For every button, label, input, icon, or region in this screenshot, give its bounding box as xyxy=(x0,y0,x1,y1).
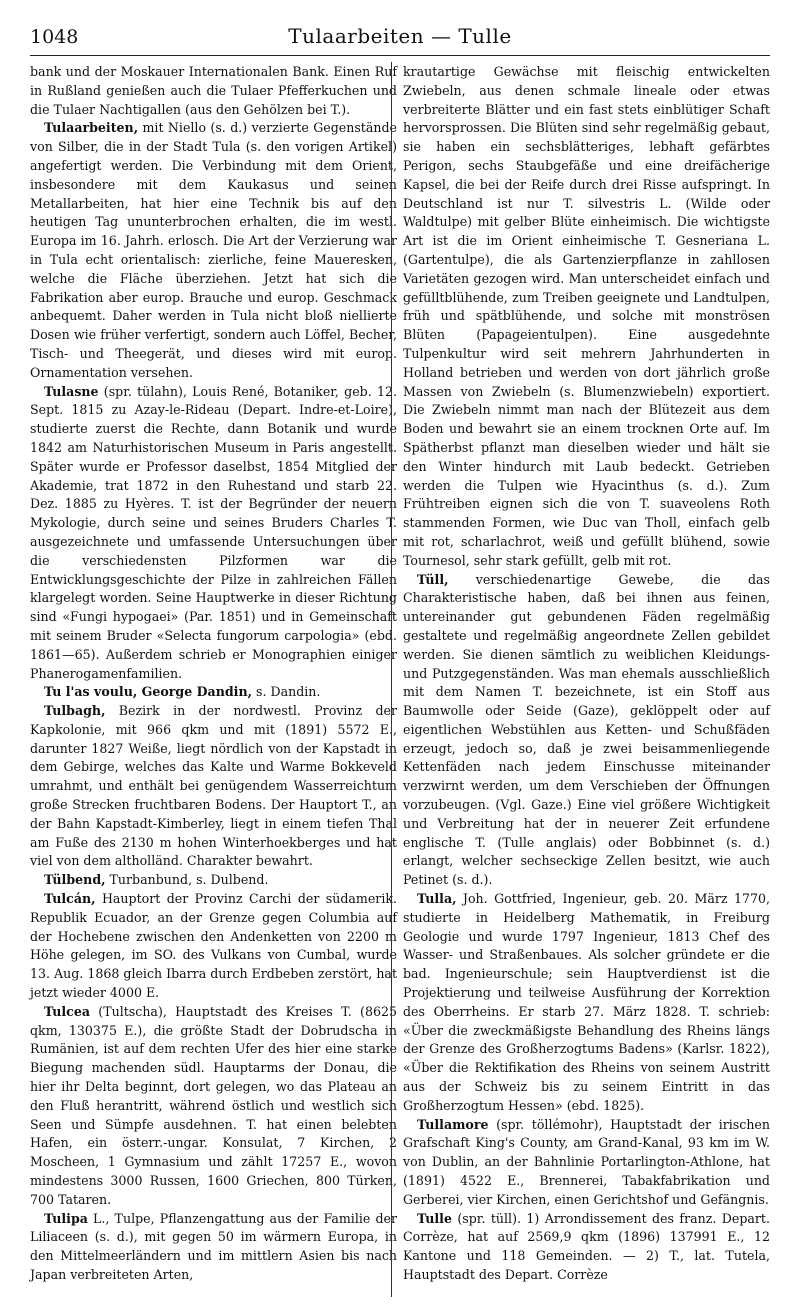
entry-headword: Tulle xyxy=(417,1210,452,1226)
entry-headword: Tüll, xyxy=(417,571,449,587)
entry-text: krautartige Gewächse mit fleischig entwickelten Zwiebeln, aus denen schmale lineale oder etwas verbreiterte Blätter und ein fast stets einblütiger Schaft hervorsprossen. Die Blüten sind sehr regelmäßig gebaut, sie haben ein sechsblätteriges, lebhaft gefärbtes Perigon, sechs Staubgefäße und eine dreifächerige Kapsel, die bei der Reife durch drei Risse aufspringt. In Deutschland ist nur T. silvestris L. (Wilde oder Waldtulpe) mit gelber Blüte einheimisch. Die wichtigste Art ist die im Orient einheimische T. Gesneriana L. (Gartentulpe), die als Gartenzierpflanze in zahllosen Varietäten gezogen wird. Man unterscheidet einfach und gefülltblühende, zum Treiben geeignete und Landtulpen, früh und spätblühende, und solche mit monströsen Blüten (Papageientulpen). Eine ausgedehnte Tulpenkultur wird seit mehrern Jahrhunderten in Holland betrieben und werden von dort jährlich große Massen von Zwiebeln (s. Blumenzwiebeln) exportiert. Die Zwiebeln nimmt man nach der Blütezeit aus dem Boden und bewahrt sie an einem trocknen Orte auf. Im Spätherbst pflanzt man dieselben wieder und hält sie den Winter hindurch mit Laub bedeckt. Getrieben werden die Tulpen wie Hyacinthus (s. d.). Zum Frühtreiben eignen sich die von T. suaveolens Roth stammenden Formen, wie Duc van Tholl, einfach gelb mit rot, scharlachrot, weiß und gefüllt blühend, sowie Tournesol, sehr stark gefüllt, gelb mit rot. xyxy=(403,64,770,568)
column-divider xyxy=(391,62,392,1297)
entry-text: (spr. tülahn), Louis René, Botaniker, geb. 12. Sept. 1815 zu Azay-le-Rideau (Depart. Indre-et-Loire), studierte zuerst die Rechte, dann Botanik und wurde 1842 am Naturhistorischen Museum in Paris angestellt. Später wurde er Professor daselbst, 1854 Mitglied der Akademie, trat 1872 in den Ruhestand und starb 22. Dez. 1885 zu Hyères. T. ist der Begründer der neuern Mykologie, durch seine und seines Bruders Charles T. ausgezeichnete und umfassende Untersuchungen über die verschiedensten Pilzformen war die Entwicklungsgeschichte der Pilze in zahlreichen Fällen klargelegt worden. Seine Hauptwerke in dieser Richtung sind «Fungi hypogaei» (Par. 1851) und in Gemeinschaft mit seinem Bruder «Selecta fungorum carpologia» (ebd. 1861—65). Außerdem schrieb er Monographien einiger Phanerogamenfamilien. xyxy=(30,383,397,681)
entry-text: Hauptort der Provinz Carchi der südamerik. Republik Ecuador, an der Grenze gegen Columbia auf der Hochebene zwischen den Andenketten von 2200 m Höhe gelegen, im SO. des Vulkans von Cumbal, wurde 13. Aug. 1868 gleich Ibarra durch Erdbeben zerstört, hat jetzt wieder 4000 E. xyxy=(30,891,397,1001)
dictionary-entry xyxy=(30,119,397,382)
entry-text: L., Tulpe, Pflanzengattung aus der Familie der Liliaceen (s. d.), mit gegen 50 im wärmern Europa, in den Mittelmeerländern und im mittlern Asien bis nach Japan verbreiteten Arten, xyxy=(30,1210,397,1282)
entry-text: Turbanbund, s. Dulbend. xyxy=(105,872,269,888)
dictionary-entry xyxy=(30,890,397,1003)
dictionary-entry xyxy=(403,890,770,1116)
dictionary-entry xyxy=(403,1116,770,1210)
dictionary-entry xyxy=(30,871,397,890)
entry-headword: Tulcán, xyxy=(44,891,96,907)
entry-headword: Tulasne xyxy=(44,383,99,399)
dictionary-entry xyxy=(30,1210,397,1285)
entry-text: verschiedenartige Gewebe, die das Charakteristische haben, daß bei ihnen aus feinen, untereinander gut gebundenen Fäden regelmäßig gestaltete und regelmäßig angeordnete Zellen gebildet werden. Sie dienen sämtlich zu weiblichen Kleidungs- und Putzgegenständen. Was man ehemals ausschließlich mit dem Namen T. bezeichnete, ist ein Stoff aus Baumwolle oder Seide (Gaze), geklöppelt oder auf eigentlichen Webstühlen aus Ketten- und Schußfäden erzeugt, jedoch so, daß je zwei beisammenliegende Kettenfäden nach jedem Einschusse miteinander verzwirnt werden, um dem Verschieben der Öffnungen vorzubeugen. (Vgl. Gaze.) Eine viel größere Wichtigkeit und Verbreitung hat der in neuerer Zeit erfundene englische T. (Tulle anglais) oder Bobbinnet (s. d.) erlangt, welcher sechseckige Zellen besitzt, wie auch Petinet (s. d.). xyxy=(403,571,770,888)
entry-headword: Tülbend, xyxy=(44,872,106,888)
dictionary-entry xyxy=(30,702,397,871)
entry-text: bank und der Moskauer Internationalen Bank. Einen Ruf in Rußland genießen auch die Tulaer Pfefferkuchen und die Tulaer Nachtigallen (aus den Gehölzen bei T.). xyxy=(30,64,397,117)
right-column xyxy=(403,63,770,1285)
dictionary-entry xyxy=(30,683,397,702)
page-number: 1048 xyxy=(30,26,79,48)
entry-headword: Tu l'as voulu, George Dandin, xyxy=(44,684,252,700)
entry-headword: Tullamore xyxy=(417,1116,489,1132)
dictionary-entry xyxy=(30,383,397,684)
header-rule xyxy=(30,55,770,56)
entry-text: mit Niello (s. d.) verzierte Gegenstände von Silber, die in der Stadt Tula (s. den vorigen Artikel) angefertigt werden. Die Verbindung mit dem Orient, insbesondere mit dem Kaukasus und seinen Metallarbeiten, hat hier eine Technik bis auf den heutigen Tag ununterbrochen erhalten, die im westl. Europa im 16. Jahrh. erlosch. Die Art der Verzierung war in Tula echt orientalisch: zierliche, feine Maueresken, welche die Fläche überziehen. Jetzt hat sich die Fabrikation aber europ. Brauche und europ. Geschmack anbequemt. Daher werden in Tula nicht bloß niellierte Dosen wie früher verfertigt, sondern auch Löffel, Becher, Tisch- und Theegerät, und dieses wird mit europ. Ornamentation versehen. xyxy=(30,120,397,380)
page-header xyxy=(30,22,770,52)
entry-headword: Tulipa xyxy=(44,1210,88,1226)
entry-text: (Tultscha), Hauptstadt des Kreises T. (8625 qkm, 130375 E.), die größte Stadt der Dobrudscha in Rumänien, ist auf dem rechten Ufer des hier eine starke Biegung machenden südl. Hauptarms der Donau, die hier ihr Delta beginnt, dort gelegen, wo das Plateau an den Fluß herantritt, während östlich und westlich sich Seen und Sümpfe ausdehnen. T. hat einen belebten Hafen, ein österr.-ungar. Konsulat, 7 Kirchen, 2 Moscheen, 1 Gymnasium und zählt 17257 E., wovon mindestens 3000 Russen, 1600 Griechen, 800 Türken, 700 Tataren. xyxy=(30,1003,397,1207)
entry-text: Bezirk in der nordwestl. Provinz der Kapkolonie, mit 966 qkm und mit (1891) 5572 E., darunter 1827 Weiße, liegt nördlich von der Kapstadt in dem Gebirge, welches das Kalte und Warme Bokkeveld umrahmt, und enthält bei genügendem Wasserreichtum große Strecken fruchtbaren Bodens. Der Hauptort T., an der Bahn Kapstadt-Kimberley, liegt in einem tiefen Thal am Fuße des 2130 m hohen Winterhoekberges und hat viel von dem altholländ. Charakter bewahrt. xyxy=(30,703,397,869)
dictionary-entry xyxy=(30,63,397,119)
entry-text: s. Dandin. xyxy=(252,684,321,700)
entry-headword: Tulbagh, xyxy=(44,703,106,719)
dictionary-entry xyxy=(30,1003,397,1210)
entry-headword: Tulla, xyxy=(417,891,457,907)
entry-headword: Tulaarbeiten, xyxy=(44,120,139,136)
entry-text: (spr. töllémohr), Hauptstadt der irischen Grafschaft King's County, am Grand-Kanal, 93 km im W. von Dublin, an der Bahnlinie Portarlington-Athlone, hat (1891) 4522 E., Brennerei, Tabakfabrikation und Gerberei, vier Kirchen, einen Gerichtshof und Gefängnis. xyxy=(403,1116,770,1207)
running-title: Tulaarbeiten — Tulle xyxy=(288,24,512,48)
entry-text: (spr. tüll). 1) Arrondissement des franz. Depart. Corrèze, hat auf 2569,9 qkm (1896) 137991 E., 12 Kantone und 118 Gemeinden. — 2) T., lat. Tutela, Hauptstadt des Depart. Corrèze xyxy=(403,1210,770,1282)
dictionary-entry xyxy=(403,63,770,571)
entry-text: Joh. Gottfried, Ingenieur, geb. 20. März 1770, studierte in Heidelberg Mathematik, in Freiburg Geologie und wurde 1797 Ingenieur, 1813 Chef des Wasser- und Straßenbaues. Als solcher gründete er die bad. Ingenieurschule; sein Hauptverdienst ist die Projektierung und teilweise Ausführung der Korrektion des Oberrheins. Er starb 27. März 1828. T. schrieb: «Über die zweckmäßigste Behandlung des Rheins längs der Grenze des Großherzogtums Badens» (Karlsr. 1822), «Über die Rektifikation des Rheins von seinem Austritt aus der Schweiz bis zu seinem Eintritt in das Großherzogtum Hessen» (ebd. 1825). xyxy=(403,891,770,1113)
entry-headword: Tulcea xyxy=(44,1003,90,1019)
dictionary-entry xyxy=(403,1210,770,1285)
left-column xyxy=(30,63,397,1285)
dictionary-entry xyxy=(403,571,770,891)
